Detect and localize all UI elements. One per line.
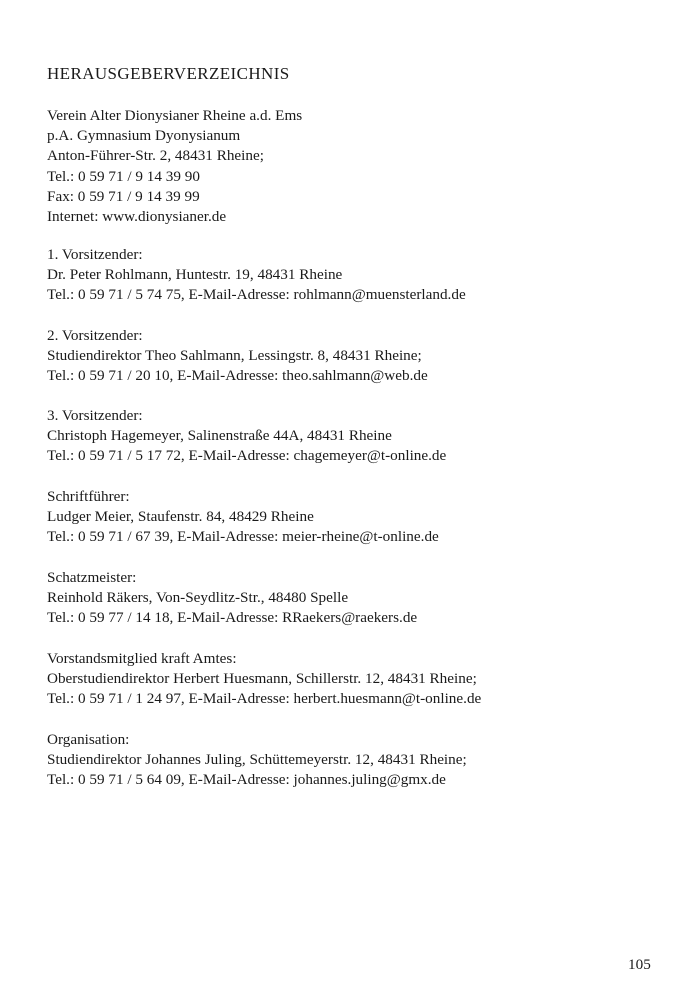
entry-person: Reinhold Räkers, Von-Seydlitz-Str., 48480 Spelle [47,589,349,607]
publisher-street: Anton-Führer-Str. 2, 48431 Rheine; [47,147,264,165]
entry-role: Vorstandsmitglied kraft Amtes: [47,650,237,667]
entry-role: 1. Vorsitzender: [47,246,143,263]
entry-person: Oberstudiendirektor Herbert Huesmann, Schillerstr. 12, 48431 Rheine; [47,670,477,688]
entry-role: Schatzmeister: [47,569,137,586]
publisher-care-of: p.A. Gymnasium Dyonysianum [47,127,241,145]
entry-role: 3. Vorsitzender: [47,407,143,424]
entry-contact: Tel.: 0 59 77 / 14 18, E-Mail-Adresse: RRaekers@raekers.de [47,609,418,627]
entry-contact: Tel.: 0 59 71 / 5 74 75, E-Mail-Adresse: rohlmann@muensterland.de [47,286,466,304]
entry-contact: Tel.: 0 59 71 / 5 64 09, E-Mail-Adresse: johannes.juling@gmx.de [47,771,446,789]
entry-person: Christoph Hagemeyer, Salinenstraße 44A, 48431 Rheine [47,427,392,445]
page-title: HERAUSGEBERVERZEICHNIS [47,64,290,83]
entry-organisation [47,730,467,791]
entry-second-chairman [47,326,428,387]
entry-ex-officio-member [47,649,481,710]
entry-role: Organisation: [47,731,130,748]
publisher-address [47,106,302,227]
entry-person: Dr. Peter Rohlmann, Huntestr. 19, 48431 Rheine [47,266,343,284]
entry-contact: Tel.: 0 59 71 / 20 10, E-Mail-Adresse: theo.sahlmann@web.de [47,367,428,385]
entry-role: 2. Vorsitzender: [47,327,143,344]
entry-first-chairman [47,245,466,306]
entry-third-chairman [47,406,446,467]
page-number: 105 [628,956,651,973]
entry-person: Studiendirektor Theo Sahlmann, Lessingstr. 8, 48431 Rheine; [47,347,422,365]
entry-treasurer [47,568,417,629]
entry-person: Ludger Meier, Staufenstr. 84, 48429 Rheine [47,508,314,526]
publisher-phone: Tel.: 0 59 71 / 9 14 39 90 [47,167,200,185]
entry-role: Schriftführer: [47,488,130,505]
publisher-name: Verein Alter Dionysianer Rheine a.d. Ems [47,107,303,124]
entry-secretary [47,487,439,548]
entry-contact: Tel.: 0 59 71 / 1 24 97, E-Mail-Adresse: herbert.huesmann@t-online.de [47,690,482,708]
publisher-fax: Fax: 0 59 71 / 9 14 39 99 [47,187,200,205]
entry-contact: Tel.: 0 59 71 / 5 17 72, E-Mail-Adresse: chagemeyer@t-online.de [47,447,447,465]
entry-contact: Tel.: 0 59 71 / 67 39, E-Mail-Adresse: meier-rheine@t-online.de [47,528,439,546]
publisher-website: Internet: www.dionysianer.de [47,207,227,225]
entry-person: Studiendirektor Johannes Juling, Schüttemeyerstr. 12, 48431 Rheine; [47,751,467,769]
